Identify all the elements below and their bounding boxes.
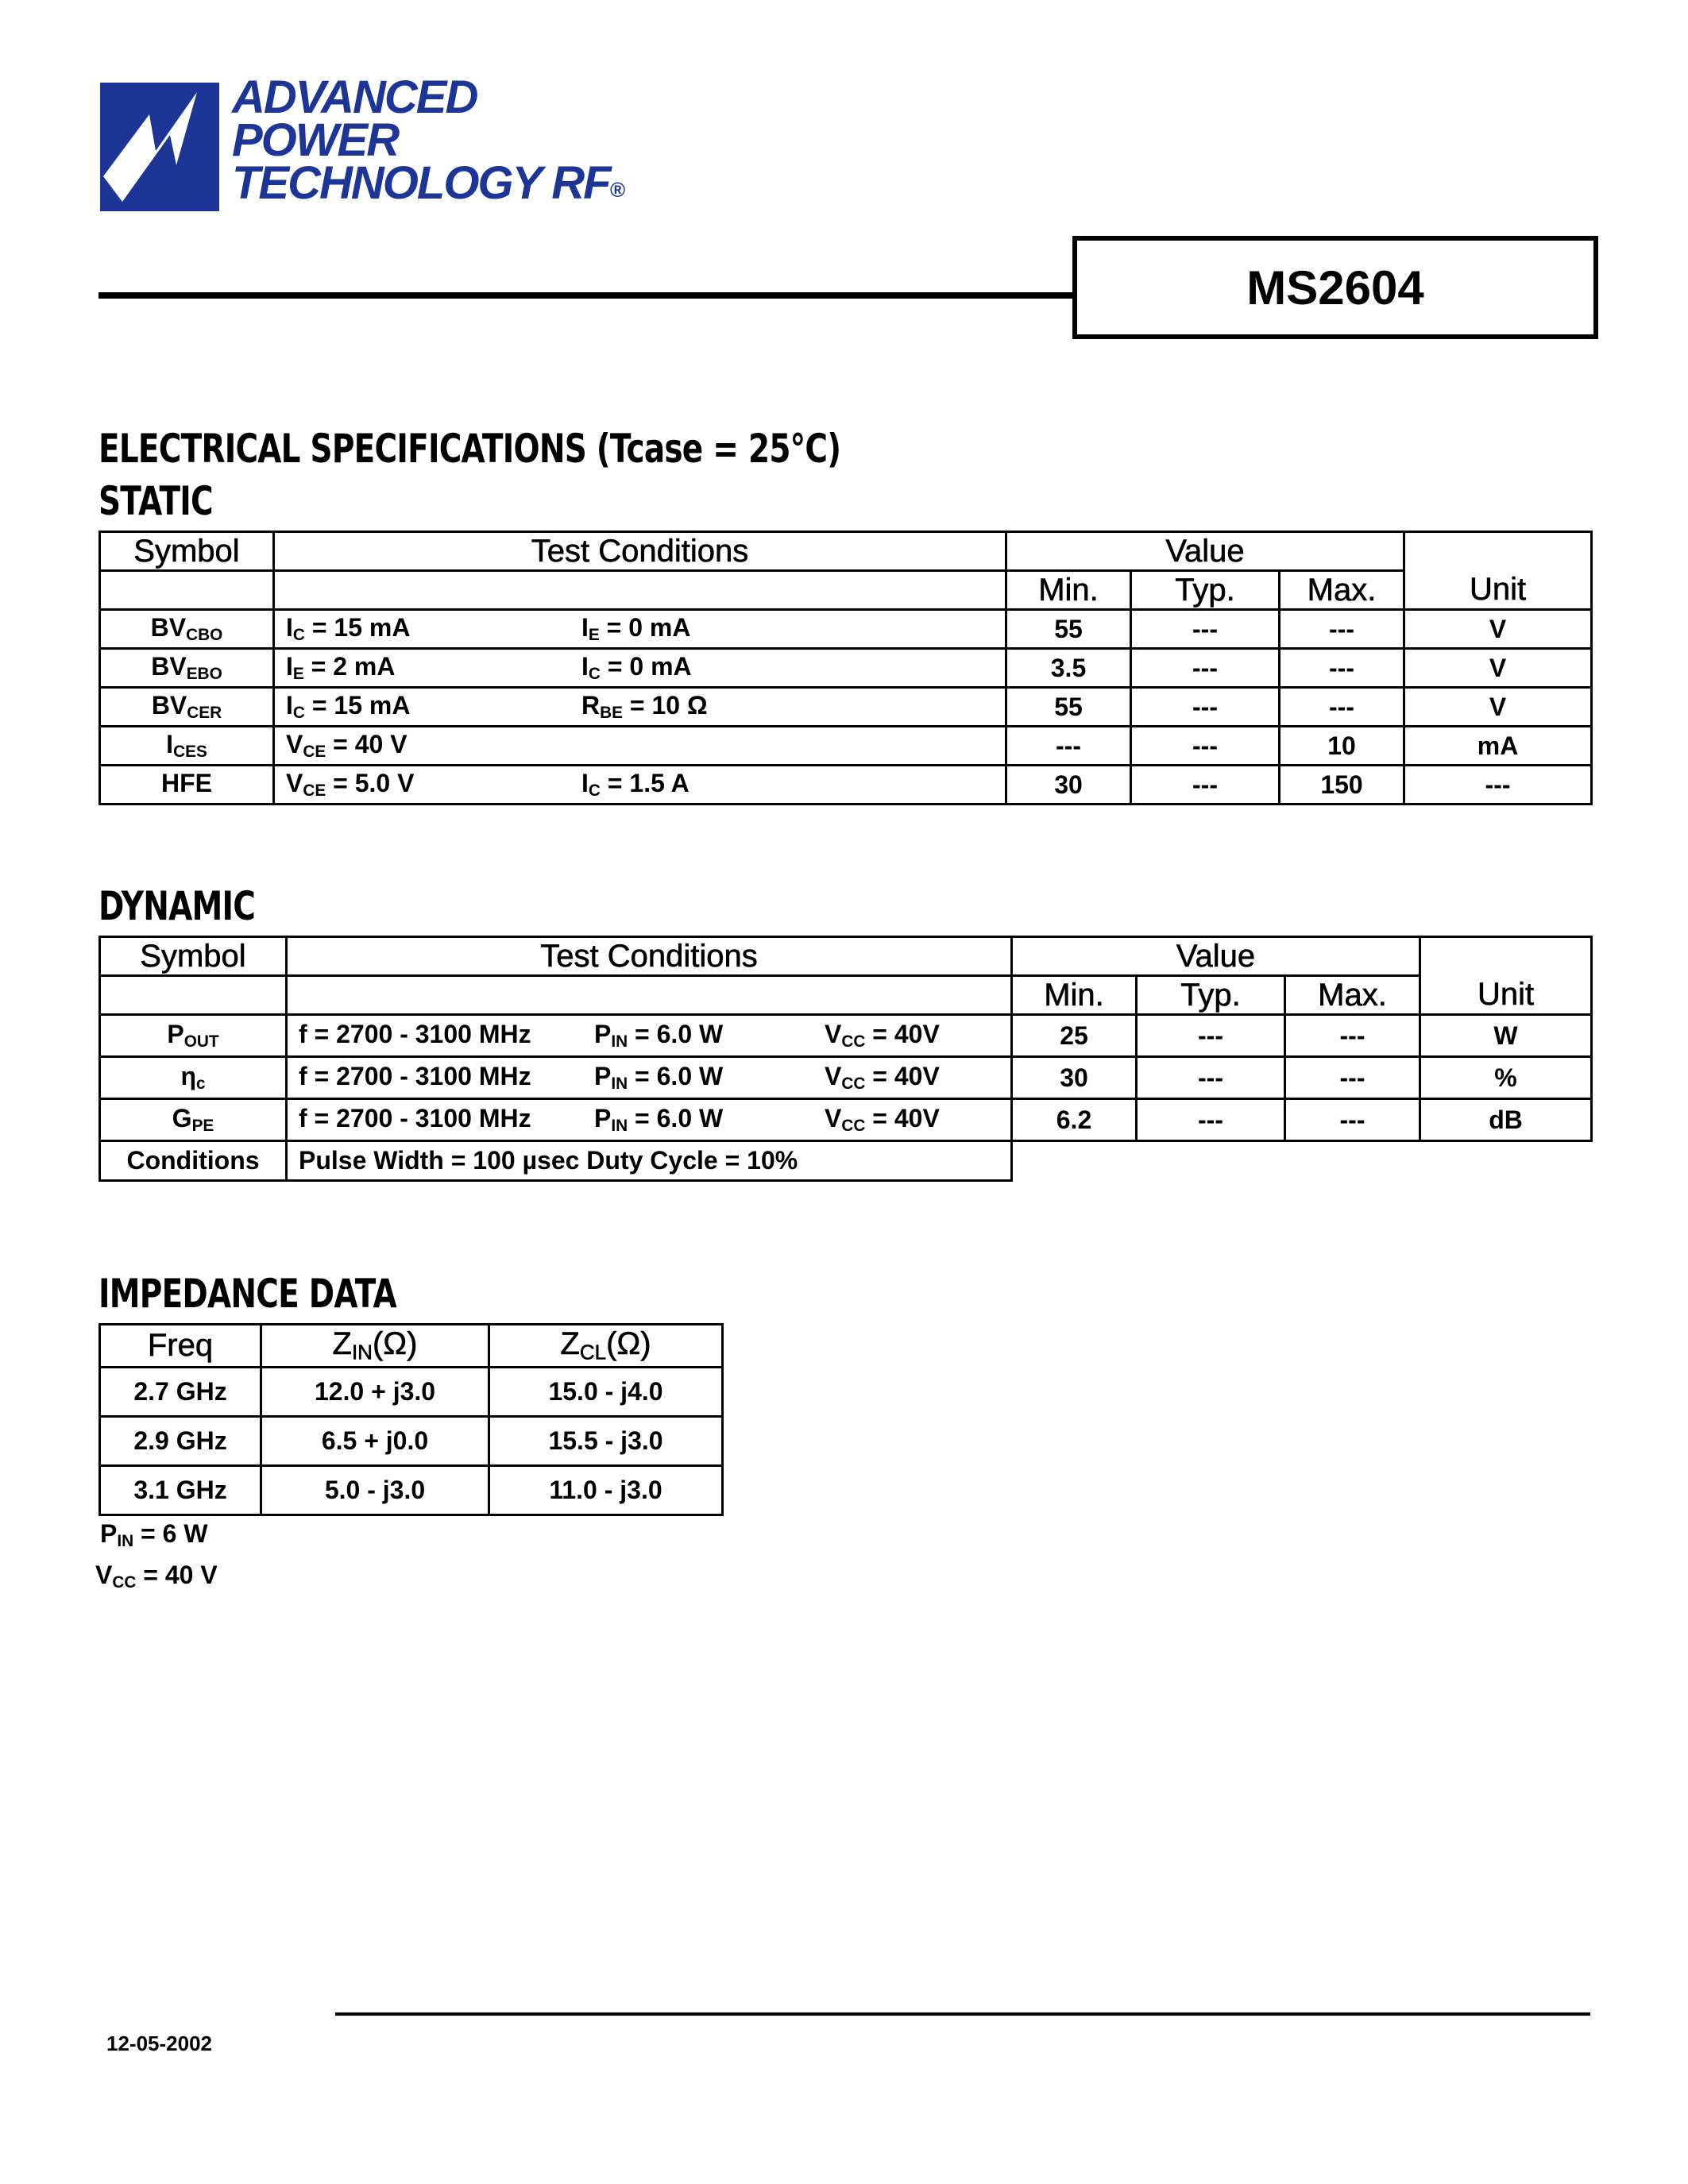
impedance-row-zcl: 15.0 - j4.0 xyxy=(489,1368,723,1417)
static-row-conditions xyxy=(274,688,1006,727)
static-cond-1-value: = 40 V xyxy=(326,729,408,758)
dynamic-cond-pin-symbol: P xyxy=(594,1061,612,1090)
dynamic-spec-table xyxy=(98,936,1593,1182)
logo-line-technology-text: TECHNOLOGY RF xyxy=(232,157,610,209)
dynamic-cond-freq: f = 2700 - 3100 MHz xyxy=(299,1019,531,1048)
dynamic-row-unit: % xyxy=(1420,1057,1592,1099)
static-spec-table xyxy=(98,531,1593,805)
dynamic-cond-vcc-value: = 40V xyxy=(865,1061,940,1090)
static-cond-2-sub: C xyxy=(588,665,601,684)
dynamic-cond-vcc-value: = 40V xyxy=(865,1103,940,1133)
static-row-symbol xyxy=(100,610,274,649)
dynamic-header-typ: Typ. xyxy=(1137,976,1285,1015)
impedance-header-freq: Freq xyxy=(100,1325,261,1368)
dynamic-cond-pin-symbol: P xyxy=(594,1019,612,1048)
dynamic-cond-vcc xyxy=(825,1104,940,1136)
static-cond-2-sub: C xyxy=(588,781,601,801)
dynamic-row-symbol xyxy=(100,1099,287,1141)
dynamic-row-symbol-sub: c xyxy=(195,1075,206,1094)
dynamic-header-symbol: Symbol xyxy=(100,937,287,976)
static-header-typ: Typ. xyxy=(1131,571,1280,610)
static-header-max: Max. xyxy=(1280,571,1404,610)
dynamic-row-max: --- xyxy=(1285,1099,1420,1141)
static-cond-1 xyxy=(286,769,581,801)
zin-sub: IN xyxy=(351,1340,373,1364)
dynamic-cond-pin-sub: IN xyxy=(611,1032,628,1051)
dynamic-cond-pin-value: = 6.0 W xyxy=(628,1103,724,1133)
logo-line-power: POWER xyxy=(232,114,399,166)
dynamic-cond-vcc-sub: CC xyxy=(841,1117,866,1136)
static-cond-1-sub: CE xyxy=(303,781,326,801)
static-row-symbol-main: BV xyxy=(151,651,187,681)
static-cond-1-value: = 15 mA xyxy=(304,612,411,642)
dynamic-row-max: --- xyxy=(1285,1057,1420,1099)
zin-unit: (Ω) xyxy=(372,1326,418,1362)
impedance-table xyxy=(98,1323,724,1516)
company-logo-text xyxy=(232,71,624,209)
static-cond-2-symbol: I xyxy=(581,612,589,642)
dynamic-header-blank xyxy=(100,976,287,1015)
static-header-symbol: Symbol xyxy=(100,532,274,571)
zcl-unit: (Ω) xyxy=(606,1326,651,1362)
impedance-row-freq: 2.9 GHz xyxy=(100,1417,261,1466)
header-rule xyxy=(98,292,1076,299)
dynamic-row-max: --- xyxy=(1285,1015,1420,1057)
dynamic-cond-pin xyxy=(594,1104,825,1136)
dynamic-row-symbol-sub: PE xyxy=(191,1117,214,1136)
static-row-min: 55 xyxy=(1006,688,1131,727)
dynamic-cond-vcc-symbol: V xyxy=(825,1019,842,1048)
impedance-row-zcl: 15.5 - j3.0 xyxy=(489,1417,723,1466)
static-row xyxy=(100,766,1592,805)
impedance-row xyxy=(100,1417,723,1466)
static-cond-1-symbol: V xyxy=(286,768,303,797)
dynamic-row-symbol-main: G xyxy=(172,1103,192,1133)
static-row-conditions xyxy=(274,727,1006,766)
static-cond-1-sub: E xyxy=(292,665,304,684)
static-cond-1 xyxy=(286,691,581,723)
static-row-max: 10 xyxy=(1280,727,1404,766)
note-vcc-value: = 40 V xyxy=(136,1561,218,1590)
impedance-row-zin: 12.0 + j3.0 xyxy=(261,1368,489,1417)
static-row-typ: --- xyxy=(1131,649,1280,688)
static-cond-2-value: = 0 mA xyxy=(599,612,691,642)
static-cond-1-sub: C xyxy=(292,704,305,723)
dynamic-row-typ: --- xyxy=(1137,1057,1285,1099)
dynamic-cond-pin xyxy=(594,1020,825,1051)
static-cond-2 xyxy=(581,691,708,723)
dynamic-row-conditions xyxy=(287,1015,1012,1057)
note-pin-value: = 6 W xyxy=(133,1519,208,1548)
impedance-row-zcl: 11.0 - j3.0 xyxy=(489,1466,723,1515)
dynamic-cond-pin-value: = 6.0 W xyxy=(628,1061,724,1090)
zin-symbol: Z xyxy=(332,1326,352,1362)
static-cond-1-value: = 5.0 V xyxy=(326,768,415,797)
dynamic-cond-vcc-symbol: V xyxy=(825,1103,842,1133)
static-row-unit: mA xyxy=(1404,727,1592,766)
dynamic-row-symbol-sub: OUT xyxy=(183,1032,219,1051)
dynamic-header-conditions: Test Conditions xyxy=(287,937,1012,976)
dynamic-row xyxy=(100,1099,1592,1141)
dynamic-cond-pin xyxy=(594,1062,825,1094)
static-cond-2-value: = 10 Ω xyxy=(623,690,708,720)
impedance-row xyxy=(100,1466,723,1515)
dynamic-row-symbol-main: η xyxy=(180,1061,196,1090)
static-row-symbol xyxy=(100,727,274,766)
dynamic-row-symbol xyxy=(100,1015,287,1057)
logo-line-advanced: ADVANCED xyxy=(232,71,477,123)
company-logo-mark xyxy=(100,83,219,211)
dynamic-cond-pin-sub: IN xyxy=(611,1075,628,1094)
dynamic-cond-freq: f = 2700 - 3100 MHz xyxy=(299,1061,531,1090)
static-cond-1 xyxy=(286,730,581,762)
dynamic-cond-pin-value: = 6.0 W xyxy=(628,1019,724,1048)
dynamic-cond-vcc xyxy=(825,1020,940,1051)
static-row-symbol-main: HFE xyxy=(161,768,212,797)
part-number: MS2604 xyxy=(1246,260,1424,314)
static-row-symbol-sub: CER xyxy=(187,704,222,723)
note-pin-symbol: P xyxy=(100,1519,118,1548)
static-cond-2-value: = 1.5 A xyxy=(600,768,689,797)
impedance-row-zin: 6.5 + j0.0 xyxy=(261,1417,489,1466)
dynamic-cond-vcc-sub: CC xyxy=(841,1075,866,1094)
dynamic-cond-vcc xyxy=(825,1062,940,1094)
impedance-header-zcl xyxy=(489,1325,723,1368)
dynamic-header-conditions-blank xyxy=(287,976,1012,1015)
dynamic-cond-pin-symbol: P xyxy=(594,1103,612,1133)
logo-line-technology xyxy=(232,157,624,209)
static-row-typ: --- xyxy=(1131,727,1280,766)
static-row-conditions xyxy=(274,649,1006,688)
dynamic-header-max: Max. xyxy=(1285,976,1420,1015)
static-row-max: --- xyxy=(1280,649,1404,688)
static-cond-2 xyxy=(581,769,689,801)
static-cond-2-sub: BE xyxy=(600,704,623,723)
static-cond-2-sub: E xyxy=(588,626,600,645)
note-pin xyxy=(100,1517,218,1558)
dynamic-row-symbol-main: P xyxy=(167,1019,184,1048)
dynamic-row-min: 25 xyxy=(1012,1015,1137,1057)
dynamic-row-symbol xyxy=(100,1057,287,1099)
static-row-min: 30 xyxy=(1006,766,1131,805)
static-row-min: --- xyxy=(1006,727,1131,766)
static-row xyxy=(100,649,1592,688)
static-cond-1 xyxy=(286,652,581,684)
dynamic-row-conditions xyxy=(287,1099,1012,1141)
static-row-symbol-main: I xyxy=(166,729,174,758)
dynamic-row xyxy=(100,1057,1592,1099)
static-heading: STATIC xyxy=(98,478,213,524)
static-cond-2 xyxy=(581,613,690,645)
dynamic-conditions-text: Pulse Width = 100 µsec Duty Cycle = 10% xyxy=(287,1141,1012,1181)
static-cond-1-symbol: I xyxy=(286,651,293,681)
static-row-conditions xyxy=(274,610,1006,649)
dynamic-row-unit: W xyxy=(1420,1015,1592,1057)
dynamic-row-min: 30 xyxy=(1012,1057,1137,1099)
static-cond-2 xyxy=(581,652,692,684)
static-row-typ: --- xyxy=(1131,766,1280,805)
static-header-min: Min. xyxy=(1006,571,1131,610)
static-row-unit: V xyxy=(1404,649,1592,688)
static-cond-2-symbol: R xyxy=(581,690,601,720)
note-vcc xyxy=(95,1558,218,1599)
static-header-unit: Unit xyxy=(1404,571,1592,610)
page-title: ELECTRICAL SPECIFICATIONS (Tcase = 25°C) xyxy=(98,426,841,472)
static-row-symbol-main: BV xyxy=(150,612,187,642)
static-header-conditions-blank xyxy=(274,571,1006,610)
dynamic-row-conditions xyxy=(287,1057,1012,1099)
dynamic-row xyxy=(100,1015,1592,1057)
static-row-max: --- xyxy=(1280,610,1404,649)
impedance-row-freq: 3.1 GHz xyxy=(100,1466,261,1515)
static-cond-2-value: = 0 mA xyxy=(600,651,692,681)
footer-rule xyxy=(335,2012,1590,2016)
static-cond-2-symbol: I xyxy=(581,651,589,681)
dynamic-header-min: Min. xyxy=(1012,976,1137,1015)
dynamic-header-unit-top xyxy=(1420,937,1592,976)
static-cond-1-value: = 15 mA xyxy=(304,690,411,720)
footer-date: 12-05-2002 xyxy=(106,2032,212,2055)
dynamic-cond-freq: f = 2700 - 3100 MHz xyxy=(299,1103,531,1133)
impedance-row-zin: 5.0 - j3.0 xyxy=(261,1466,489,1515)
registered-mark: ® xyxy=(609,178,624,202)
dynamic-heading: DYNAMIC xyxy=(98,883,256,929)
static-row-unit: V xyxy=(1404,688,1592,727)
dynamic-header-unit: Unit xyxy=(1420,976,1592,1015)
static-row-typ: --- xyxy=(1131,610,1280,649)
dynamic-row-typ: --- xyxy=(1137,1099,1285,1141)
impedance-row-freq: 2.7 GHz xyxy=(100,1368,261,1417)
static-cond-1 xyxy=(286,613,581,645)
static-row-max: --- xyxy=(1280,688,1404,727)
static-header-blank xyxy=(100,571,274,610)
zcl-sub: CL xyxy=(579,1340,607,1364)
static-row-min: 55 xyxy=(1006,610,1131,649)
impedance-header-zin xyxy=(261,1325,489,1368)
dynamic-cond-vcc-value: = 40V xyxy=(865,1019,940,1048)
impedance-row xyxy=(100,1368,723,1417)
dynamic-cond-pin-sub: IN xyxy=(611,1117,628,1136)
dynamic-row-min: 6.2 xyxy=(1012,1099,1137,1141)
static-header-unit-top xyxy=(1404,532,1592,571)
static-row-symbol xyxy=(100,649,274,688)
static-header-value: Value xyxy=(1006,532,1404,571)
note-pin-sub: IN xyxy=(117,1532,134,1551)
static-cond-1-sub: CE xyxy=(303,743,326,762)
static-row-min: 3.5 xyxy=(1006,649,1131,688)
part-number-box xyxy=(1072,236,1598,339)
static-row xyxy=(100,688,1592,727)
dynamic-cond-vcc-symbol: V xyxy=(825,1061,842,1090)
impedance-notes xyxy=(95,1517,218,1599)
static-header-conditions: Test Conditions xyxy=(274,532,1006,571)
static-row-conditions xyxy=(274,766,1006,805)
static-row xyxy=(100,727,1592,766)
static-row-unit: V xyxy=(1404,610,1592,649)
static-cond-2-symbol: I xyxy=(581,768,589,797)
note-vcc-symbol: V xyxy=(95,1561,113,1590)
static-cond-1-symbol: V xyxy=(286,729,303,758)
static-cond-1-symbol: I xyxy=(286,612,293,642)
static-row-symbol-sub: CBO xyxy=(186,626,223,645)
static-row-symbol xyxy=(100,766,274,805)
dynamic-row-typ: --- xyxy=(1137,1015,1285,1057)
static-row-symbol-main: BV xyxy=(151,690,187,720)
dynamic-conditions-label: Conditions xyxy=(100,1141,287,1181)
dynamic-conditions-spacer xyxy=(1012,1141,1592,1181)
impedance-heading: IMPEDANCE DATA xyxy=(98,1271,396,1317)
static-row-symbol-sub: CES xyxy=(173,743,207,762)
static-cond-1-value: = 2 mA xyxy=(303,651,396,681)
static-cond-1-sub: C xyxy=(292,626,305,645)
dynamic-header-value: Value xyxy=(1012,937,1420,976)
dynamic-row-unit: dB xyxy=(1420,1099,1592,1141)
static-row-symbol xyxy=(100,688,274,727)
static-row xyxy=(100,610,1592,649)
static-row-unit: --- xyxy=(1404,766,1592,805)
static-cond-1-symbol: I xyxy=(286,690,293,720)
static-row-symbol-sub: EBO xyxy=(186,665,222,684)
static-row-max: 150 xyxy=(1280,766,1404,805)
zcl-symbol: Z xyxy=(560,1326,580,1362)
note-vcc-sub: CC xyxy=(112,1573,137,1592)
static-row-typ: --- xyxy=(1131,688,1280,727)
dynamic-cond-vcc-sub: CC xyxy=(841,1032,866,1051)
